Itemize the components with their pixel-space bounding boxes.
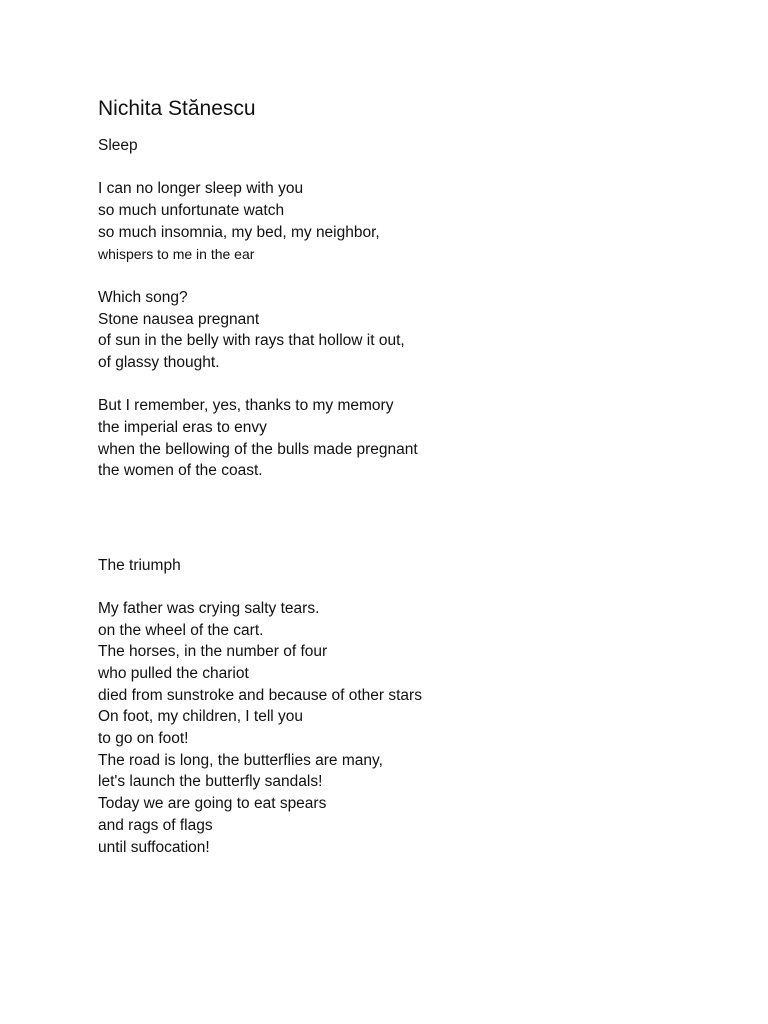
poem-line: whispers to me in the ear: [98, 246, 255, 262]
poem-line: and rags of flags: [98, 817, 213, 834]
poem-line: until suffocation!: [98, 839, 210, 856]
poem-line: I can no longer sleep with you: [98, 180, 304, 197]
poem-line: the imperial eras to envy: [98, 419, 267, 436]
poem-line: Today we are going to eat spears: [98, 795, 327, 812]
poem-line: The road is long, the butterflies are many,: [98, 752, 383, 769]
poem-line: Stone nausea pregnant: [98, 311, 260, 328]
poem-line: to go on foot!: [98, 730, 189, 747]
poem-line: so much unfortunate watch: [98, 202, 285, 219]
poem-line: the women of the coast.: [98, 462, 263, 479]
poem-line: so much insomnia, my bed, my neighbor,: [98, 224, 380, 241]
poem-line: The horses, in the number of four: [98, 643, 328, 660]
poem-line: let's launch the butterfly sandals!: [98, 773, 323, 790]
poem-line: of sun in the belly with rays that hollow it out,: [98, 332, 405, 349]
author-heading: Nichita Stănescu: [98, 97, 256, 120]
poem-line: of glassy thought.: [98, 354, 220, 371]
poem-line: On foot, my children, I tell you: [98, 708, 304, 725]
poem-line: Which song?: [98, 289, 188, 306]
poem-line: My father was crying salty tears.: [98, 600, 320, 617]
poem-line: died from sunstroke and because of other stars: [98, 687, 422, 704]
document-page: [98, 0, 738, 1024]
poem-title-triumph: The triumph: [98, 557, 181, 574]
poem-line: on the wheel of the cart.: [98, 622, 264, 639]
poem-line: But I remember, yes, thanks to my memory: [98, 397, 394, 414]
poem-line: when the bellowing of the bulls made pregnant: [98, 441, 418, 458]
poem-title-sleep: Sleep: [98, 137, 138, 154]
poem-line: who pulled the chariot: [98, 665, 249, 682]
